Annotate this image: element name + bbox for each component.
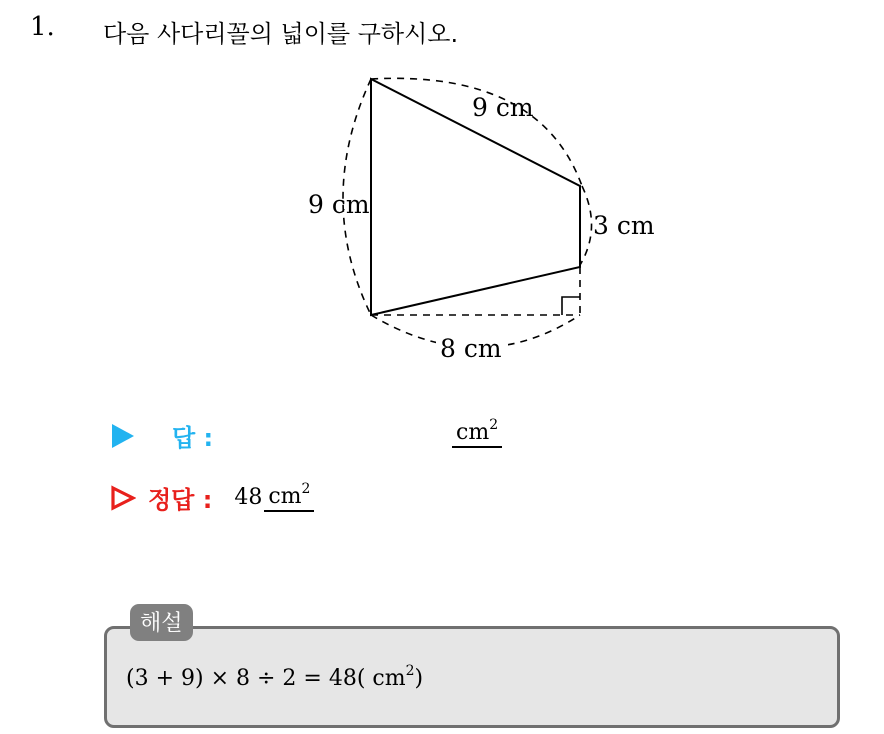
answer-unit: $cm^2$	[452, 420, 502, 448]
answer-label: 답 :	[172, 424, 214, 452]
correct-answer-value: 48	[234, 485, 263, 510]
explanation-tag: 해설	[130, 604, 193, 641]
correct-answer-label: 정답 :	[148, 486, 213, 514]
question-text: 다음 사다리꼴의 넓이를 구하시오.	[103, 20, 459, 48]
play-outline-icon	[110, 485, 136, 511]
correct-answer-unit: $cm^2$	[264, 484, 314, 512]
label-top-slant: 9 cm	[472, 93, 534, 122]
question-number: 1.	[30, 12, 55, 42]
arc-right	[580, 186, 592, 265]
answer-row	[112, 418, 213, 453]
play-filled-icon	[112, 424, 134, 448]
label-bottom: 8 cm	[440, 334, 502, 363]
label-left-side: 9 cm	[308, 190, 370, 219]
label-right-side: 3 cm	[593, 211, 655, 240]
right-angle-mark	[562, 297, 580, 315]
correct-answer-row	[110, 480, 314, 515]
answer-blank[interactable]	[452, 417, 502, 448]
explanation-formula: (3 + 9) × 8 ÷ 2 = 48( $cm^2$)	[126, 663, 424, 691]
